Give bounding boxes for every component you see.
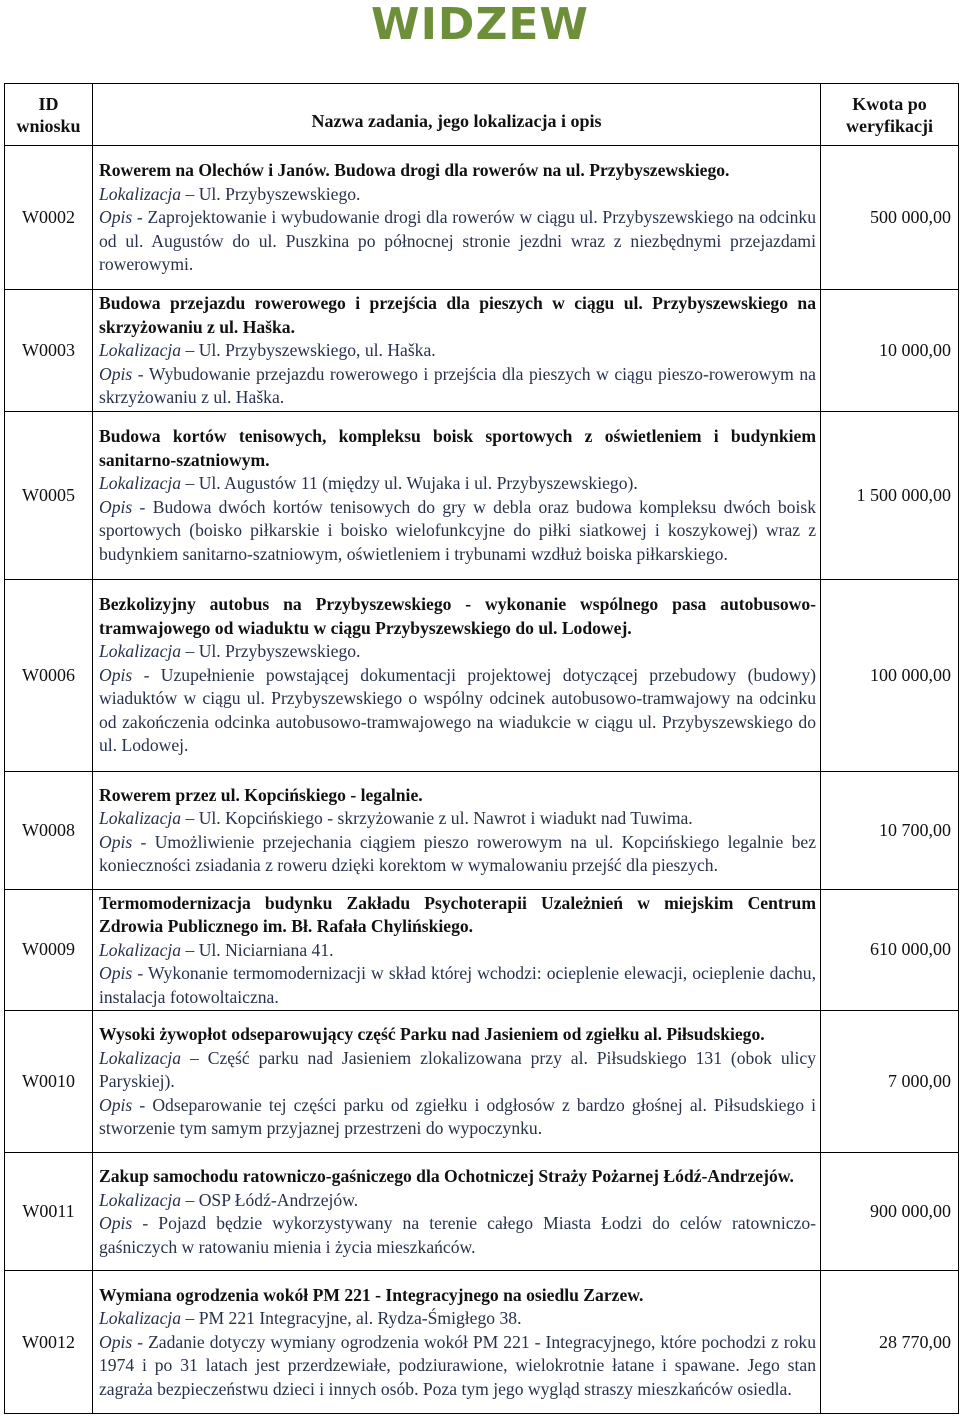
task-title: Termomodernizacja budynku Zakładu Psychoterapii Uzależnień w miejskim Centrum Zdrowia Publicznego im. Bł. Rafała Chylińskiego.: [99, 892, 816, 936]
row-amount: 10 700,00: [821, 771, 959, 889]
description-value: Zadanie dotyczy wymiany ogrodzenia wokół PM 221 - Integracyjnego, które pochodzi z roku 1974 i po 31 latach jest przerdzewiałe, podziurawione, wielokrotnie łatane i spawane. Jego stan zagraża bezpieczeństwu dzieci i innych osób. Poza tym jego wygląd straszy mieszkańców osiedla.: [99, 1331, 816, 1399]
task-description: Opis - Umożliwienie przejechania ciągiem pieszo rowerowym na ul. Kopcińskiego legalnie bez konieczności zsiadania z roweru dzięki korektom w wymalowaniu przejść dla pieszych.: [99, 831, 816, 875]
task-description: Opis - Wybudowanie przejazdu rowerowego i przejścia dla pieszych w ciągu pieszo-rowerowym na skrzyżowaniu z ul. Haška.: [99, 363, 816, 407]
page-title: WIDZEW: [371, 0, 589, 50]
description-value: Uzupełnienie powstającej dokumentacji projektowej dotyczącej przebudowy (budowy) wiaduktów w ciągu ul. Przybyszewskiego o wspólny odcinek autobusowo-tramwajowy na odcinku od zakończenia odcinka autobusowo-tramwajowego na wiadukcie w ciągu ul. Przybyszewskiego do ul. Lodowej.: [99, 664, 817, 756]
task-description: Opis - Pojazd będzie wykorzystywany na terenie całego Miasta Łodzi do celów ratowniczo-gaśniczych w ratowaniu mienia i życia mieszkańców.: [99, 1213, 816, 1257]
location-label: Lokalizacja: [99, 473, 182, 493]
task-location: Lokalizacja – Ul. Przybyszewskiego.: [99, 183, 361, 204]
location-value: Ul. Niciarniana 41.: [198, 939, 334, 960]
header-name: Nazwa zadania, jego lokalizacja i opis: [93, 84, 821, 146]
location-label: Lokalizacja: [99, 1308, 182, 1329]
task-location: Lokalizacja – OSP Łódź-Andrzejów.: [99, 1189, 359, 1210]
row-amount: 28 770,00: [821, 1271, 959, 1414]
location-value: OSP Łódź-Andrzejów.: [198, 1189, 359, 1210]
location-value: PM 221 Integracyjne, al. Rydza-Śmigłego 38.: [198, 1308, 522, 1329]
row-amount: 1 500 000,00: [821, 411, 959, 579]
description-value: Umożliwienie przejechania ciągiem pieszo rowerowym na ul. Kopcińskiego legalnie bez konieczności zsiadania z roweru dzięki korektom w wymalowaniu przejść dla pieszych.: [99, 831, 816, 875]
row-id: W0012: [5, 1271, 93, 1414]
table-row: [5, 1153, 959, 1271]
task-title: Budowa przejazdu rowerowego i przejścia dla pieszych w ciągu ul. Przybyszewskiego na skrzyżowaniu z ul. Haška.: [99, 293, 816, 337]
task-description: Opis - Zaprojektowanie i wybudowanie drogi dla rowerów w ciągu ul. Przybyszewskiego na odcinku od ul. Augustów do ul. Puszkina po północnej stronie jezdni wraz z niezbędnymi przejazdami rowerowymi.: [99, 207, 817, 275]
description-value: Budowa dwóch kortów tenisowych do gry w debla oraz budowa kompleksu dwóch boisk sportowych (boisko piłkarskie i boisko wielofunkcyjne do piłki siatkowej i koszykowej) wraz z budynkiem sanitarno-szatniowym, oświetleniem i trybunami wzdłuż boiska piłkarskiego.: [99, 496, 816, 564]
table-row: [5, 579, 959, 771]
task-title: Budowa kortów tenisowych, kompleksu boisk sportowych z oświetleniem i budynkiem sanitarno-szatniowym.: [99, 426, 816, 470]
description-label: Opis: [99, 664, 133, 685]
description-label: Opis: [99, 1331, 133, 1352]
location-value: Ul. Augustów 11 (między ul. Wujaka i ul. Przybyszewskiego).: [198, 473, 638, 493]
location-value: Część parku nad Jasieniem zlokalizowana przy al. Piłsudskiego 131 (obok ulicy Paryskiej).: [99, 1047, 817, 1092]
row-content: [93, 1153, 821, 1271]
location-label: Lokalizacja: [99, 1047, 182, 1068]
location-value: Ul. Przybyszewskiego.: [198, 183, 361, 204]
row-amount: 10 000,00: [821, 290, 959, 412]
task-location: Lokalizacja – PM 221 Integracyjne, al. Rydza-Śmigłego 38.: [99, 1308, 522, 1329]
description-label: Opis: [99, 831, 133, 852]
row-content: [93, 1271, 821, 1414]
row-amount: 900 000,00: [821, 1153, 959, 1271]
row-amount: 610 000,00: [821, 889, 959, 1011]
row-id: W0009: [5, 889, 93, 1011]
row-id: W0005: [5, 411, 93, 579]
row-content: [93, 411, 821, 579]
header-amount: Kwota po weryfikacji: [821, 84, 959, 146]
table-header-row: [5, 84, 959, 146]
row-id: W0006: [5, 579, 93, 771]
task-description: Opis - Odseparowanie tej części parku od zgiełku i odgłosów z bardzo głośnej al. Piłsudskiego i stworzenie tym samym przyjaznej przestrzeni do wypoczynku.: [99, 1094, 816, 1139]
row-content: [93, 889, 821, 1011]
description-value: Wybudowanie przejazdu rowerowego i przejścia dla pieszych w ciągu pieszo-rowerowym na skrzyżowaniu z ul. Haška.: [99, 363, 816, 407]
row-id: W0002: [5, 146, 93, 290]
description-value: Zaprojektowanie i wybudowanie drogi dla rowerów w ciągu ul. Przybyszewskiego na odcinku od ul. Augustów do ul. Puszkina po północnej stronie jezdni wraz z niezbędnymi przejazdami rowerowymi.: [99, 207, 817, 275]
task-title: Zakup samochodu ratowniczo-gaśniczego dla Ochotniczej Straży Pożarnej Łódź-Andrzejów.: [99, 1166, 794, 1186]
task-location: Lokalizacja – Ul. Kopcińskiego - skrzyżowanie z ul. Nawrot i wiadukt nad Tuwima.: [99, 808, 693, 828]
task-title: Wysoki żywopłot odseparowujący część Parku nad Jasieniem od zgiełku al. Piłsudskiego.: [99, 1024, 765, 1045]
task-location: Lokalizacja – Część parku nad Jasieniem zlokalizowana przy al. Piłsudskiego 131 (obok ulicy Paryskiej).: [99, 1047, 817, 1092]
row-id: W0003: [5, 290, 93, 412]
row-id: W0011: [5, 1153, 93, 1271]
location-value: Ul. Kopcińskiego - skrzyżowanie z ul. Nawrot i wiadukt nad Tuwima.: [198, 808, 693, 828]
projects-table: [4, 83, 959, 1414]
task-location: Lokalizacja – Ul. Niciarniana 41.: [99, 939, 334, 960]
description-label: Opis: [99, 363, 133, 384]
location-value: Ul. Przybyszewskiego, ul. Haška.: [198, 340, 436, 360]
location-label: Lokalizacja: [99, 340, 182, 360]
row-id: W0010: [5, 1011, 93, 1153]
location-label: Lokalizacja: [99, 1189, 182, 1210]
header-id: ID wniosku: [5, 84, 93, 146]
task-description: Opis - Zadanie dotyczy wymiany ogrodzenia wokół PM 221 - Integracyjnego, które pochodzi z roku 1974 i po 31 latach jest przerdzewiałe, podziurawione, wielokrotnie łatane i spawane. Jego stan zagraża bezpieczeństwu dzieci i innych osób. Poza tym jego wygląd straszy mieszkańców osiedla.: [99, 1331, 816, 1399]
task-description: Opis - Wykonanie termomodernizacji w skład której wchodzi: ocieplenie elewacji, ocieplenie dachu, instalacja fotowoltaiczna.: [99, 963, 816, 1007]
row-content: [93, 771, 821, 889]
task-description: Opis - Budowa dwóch kortów tenisowych do gry w debla oraz budowa kompleksu dwóch boisk sportowych (boisko piłkarskie i boisko wielofunkcyjne do piłki siatkowej i koszykowej) wraz z budynkiem sanitarno-szatniowym, oświetleniem i trybunami wzdłuż boiska piłkarskiego.: [99, 496, 816, 564]
location-label: Lokalizacja: [99, 183, 182, 204]
task-title: Bezkolizyjny autobus na Przybyszewskiego - wykonanie wspólnego pasa autobusowo-tramwajowego od wiaduktu w ciągu Przybyszewskiego do ul. Lodowej.: [99, 594, 816, 638]
task-location: Lokalizacja – Ul. Augustów 11 (między ul. Wujaka i ul. Przybyszewskiego).: [99, 473, 638, 493]
location-label: Lokalizacja: [99, 939, 182, 960]
location-label: Lokalizacja: [99, 808, 182, 828]
task-title: Wymiana ogrodzenia wokół PM 221 - Integracyjnego na osiedlu Zarzew.: [99, 1284, 644, 1305]
description-label: Opis: [99, 963, 133, 983]
task-title: Rowerem przez ul. Kopcińskiego - legalnie.: [99, 784, 423, 805]
row-content: [93, 1011, 821, 1153]
table-row: [5, 1011, 959, 1153]
task-title: Rowerem na Olechów i Janów. Budowa drogi dla rowerów na ul. Przybyszewskiego.: [99, 160, 730, 181]
table-row: [5, 411, 959, 579]
table-row: [5, 889, 959, 1011]
description-label: Opis: [99, 496, 133, 517]
row-id: W0008: [5, 771, 93, 889]
row-content: [93, 146, 821, 290]
table-row: [5, 1271, 959, 1414]
task-location: Lokalizacja – Ul. Przybyszewskiego, ul. Haška.: [99, 340, 436, 360]
table-row: [5, 771, 959, 889]
description-label: Opis: [99, 1094, 133, 1115]
location-label: Lokalizacja: [99, 641, 182, 662]
description-label: Opis: [99, 207, 133, 228]
row-amount: 7 000,00: [821, 1011, 959, 1153]
description-label: Opis: [99, 1213, 133, 1233]
task-description: Opis - Uzupełnienie powstającej dokumentacji projektowej dotyczącej przebudowy (budowy) wiaduktów w ciągu ul. Przybyszewskiego o wspólny odcinek autobusowo-tramwajowy na odcinku od zakończenia odcinka autobusowo-tramwajowego na wiadukcie w ciągu ul. Przybyszewskiego do ul. Lodowej.: [99, 664, 817, 756]
row-amount: 500 000,00: [821, 146, 959, 290]
location-value: Ul. Przybyszewskiego.: [198, 641, 361, 662]
row-content: [93, 579, 821, 771]
table-row: [5, 290, 959, 412]
description-value: Wykonanie termomodernizacji w skład której wchodzi: ocieplenie elewacji, ocieplenie dachu, instalacja fotowoltaiczna.: [99, 963, 816, 1007]
description-value: Pojazd będzie wykorzystywany na terenie całego Miasta Łodzi do celów ratowniczo-gaśniczych w ratowaniu mienia i życia mieszkańców.: [99, 1213, 816, 1257]
row-content: [93, 290, 821, 412]
table-row: [5, 146, 959, 290]
task-location: Lokalizacja – Ul. Przybyszewskiego.: [99, 641, 361, 662]
row-amount: 100 000,00: [821, 579, 959, 771]
description-value: Odseparowanie tej części parku od zgiełku i odgłosów z bardzo głośnej al. Piłsudskiego i stworzenie tym samym przyjaznej przestrzeni do wypoczynku.: [99, 1094, 816, 1139]
